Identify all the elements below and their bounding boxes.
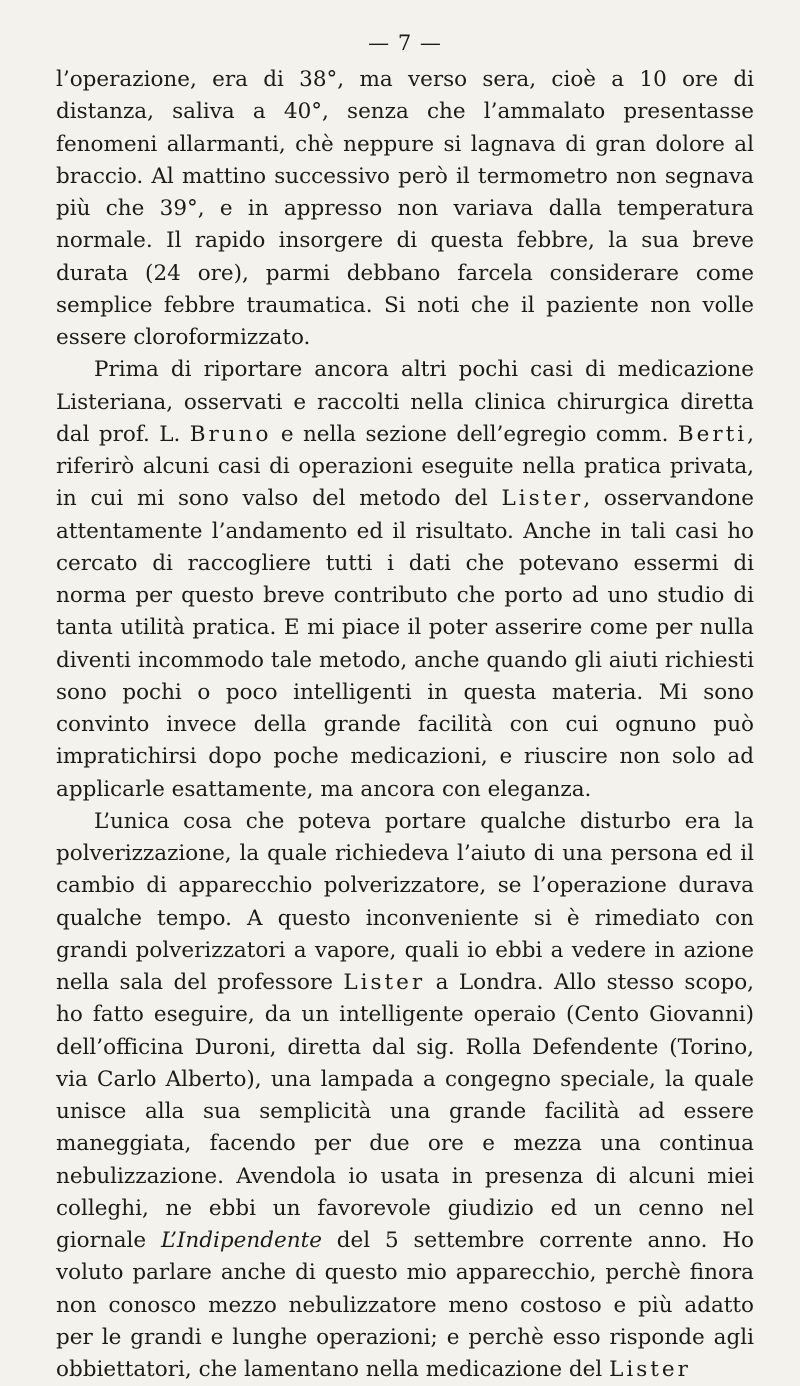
italic-text: L’Indipendente: [160, 1228, 322, 1253]
spaced-name: Lister: [343, 970, 426, 995]
spaced-name: Berti: [677, 421, 748, 447]
text-segment: , riferirò alcuni casi di operazioni eseguite nella pratica privata, in cui mi sono valso del metodo del: [56, 421, 754, 512]
text-segment: Prima di riportare ancora altri pochi casi di medicazione Listeriana, osservati e raccolti nella clinica chirurgica diretta dal prof. L.: [56, 357, 754, 447]
text-segment: l’operazione, era di 38°, ma verso sera, cioè a 10 ore di distanza, saliva a 40°, senza che l’ammalato presentasse fenomeni allarmanti, chè neppure si lagnava di gran dolore al braccio. Al mattino successivo però il termometro non segnava più che 39°, e in appresso non variava dalla temperatura normale. Il rapido insorgere di questa febbre, la sua breve durata (24 ore), parmi debbano farcela considerare come semplice febbre traumatica. Si noti che il paziente non volle essere cloroformizzato.: [56, 67, 754, 350]
book-page: [56, 28, 754, 1386]
text-segment: , osservandone attentamente l’andamento ed il risultato. Anche in tali casi ho cercato di raccogliere tutti i dati che potevano essermi di norma per questo breve contributo che porto ad uno studio di tanta utilità pratica. E mi piace il poter asserire come per nulla diventi incommodo tale metodo, anche quando gli aiuti richiesti sono pochi o poco intelligenti in questa materia. Mi sono convinto invece della grande facilità con cui ognuno può impratichirsi dopo poche medicazioni, e riuscire non solo ad applicarle esattamente, ma ancora con eleganza.: [56, 486, 754, 802]
text-segment: a Londra. Allo stesso scopo, ho fatto eseguire, da un intelligente operaio (Cento Giovanni) dell’officina Duroni, diretta dal sig. Rolla Defendente (Torino, via Carlo Alberto), una lampada a congegno speciale, la quale unisce alla sua semplicità una grande facilità ad essere maneggiata, facendo per due ore e mezza una continua nebulizzazione. Avendola io usata in presenza di alcuni miei colleghi, ne ebbi un favorevole giudizio ed un cenno nel giornale: [56, 970, 754, 1253]
text-segment: e nella sezione dell’egregio comm.: [271, 421, 678, 447]
spaced-name: Lister: [609, 1357, 691, 1382]
spaced-name: Lister: [501, 486, 584, 512]
paragraph: [56, 64, 754, 354]
text-segment: del 5 settembre corrente anno. Ho voluto parlare anche di questo mio apparecchio, perchè finora non conosco mezzo nebulizzatore meno costoso e più adatto per le grandi e lunghe operazioni; e perchè esso risponde agli obbiettatori, che lamentano nella medicazione del: [56, 1228, 754, 1382]
body-text: [56, 64, 754, 1386]
paragraph: [56, 354, 754, 806]
page-number: — 7 —: [368, 31, 442, 55]
text-segment: L’unica cosa che poteva portare qualche disturbo era la polverizzazione, la quale richiedeva l’aiuto di una persona ed il cambio di apparecchio polverizzatore, se l’operazione durava qualche tempo. A questo inconveniente si è rimediato con grandi polverizzatori a vapore, quali io ebbi a vedere in azione nella sala del professore: [56, 808, 754, 995]
paragraph: [56, 806, 754, 1386]
spaced-name: Bruno: [189, 421, 272, 447]
